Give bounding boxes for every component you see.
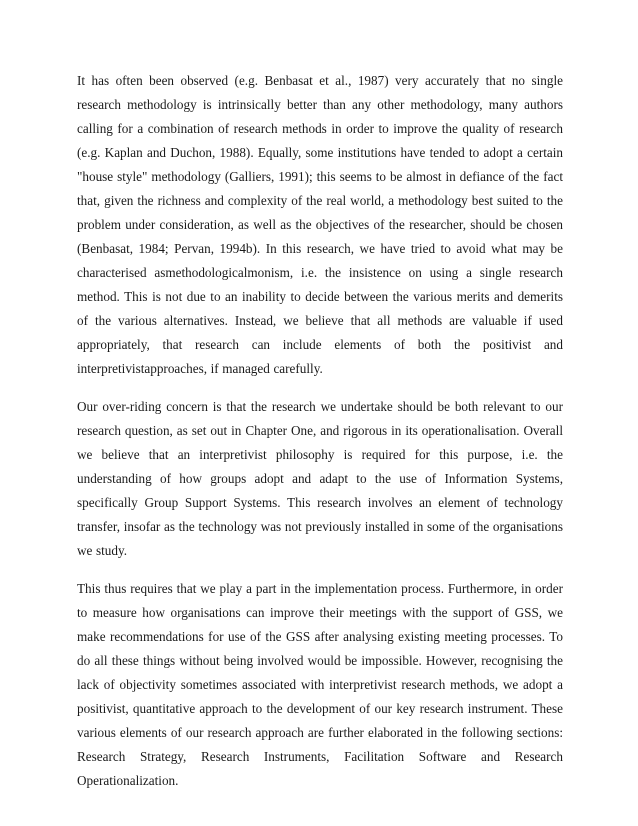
paragraph-1: It has often been observed (e.g. Benbasat et al., 1987) very accurately that no single research methodology is intrinsically better than any other methodology, many authors calling for a combination of research methods in order to improve the quality of research (e.g. Kaplan and Duchon, 1988). Equally, some institutions have tended to adopt a certain "house style" methodology (Galliers, 1991); this seems to be almost in defiance of the fact that, given the richness and complexity of the real world, a methodology best suited to the problem under consideration, as well as the objectives of the researcher, should be chosen (Benbasat, 1984; Pervan, 1994b). In this research, we have tried to avoid what may be characterised asmethodologicalmonism, i.e. the insistence on using a single research method. This is not due to an inability to decide between the various merits and demerits of the various alternatives. Instead, we believe that all methods are valuable if used appropriately, that research can include elements of both the positivist and interpretivistapproaches, if managed carefully. (77, 73, 563, 376)
body-text (77, 69, 563, 807)
paragraph-2: Our over-riding concern is that the research we undertake should be both relevant to our research question, as set out in Chapter One, and rigorous in its operationalisation. Overall we believe that an interpretivist philosophy is required for this purpose, i.e. the understanding of how groups adopt and adapt to the use of Information Systems, specifically Group Support Systems. This research involves an element of technology transfer, insofar as the technology was not previously installed in some of the organisations we study. (77, 399, 563, 558)
paragraph-3: This thus requires that we play a part in the implementation process. Furthermore, in order to measure how organisations can improve their meetings with the support of GSS, we make recommendations for use of the GSS after analysing existing meeting processes. To do all these things without being involved would be impossible. However, recognising the lack of objectivity sometimes associated with interpretivist research methods, we adopt a positivist, quantitative approach to the development of our key research instrument. These various elements of our research approach are further elaborated in the following sections: Research Strategy, Research Instruments, Facilitation Software and Research Operationalization. (77, 581, 563, 788)
